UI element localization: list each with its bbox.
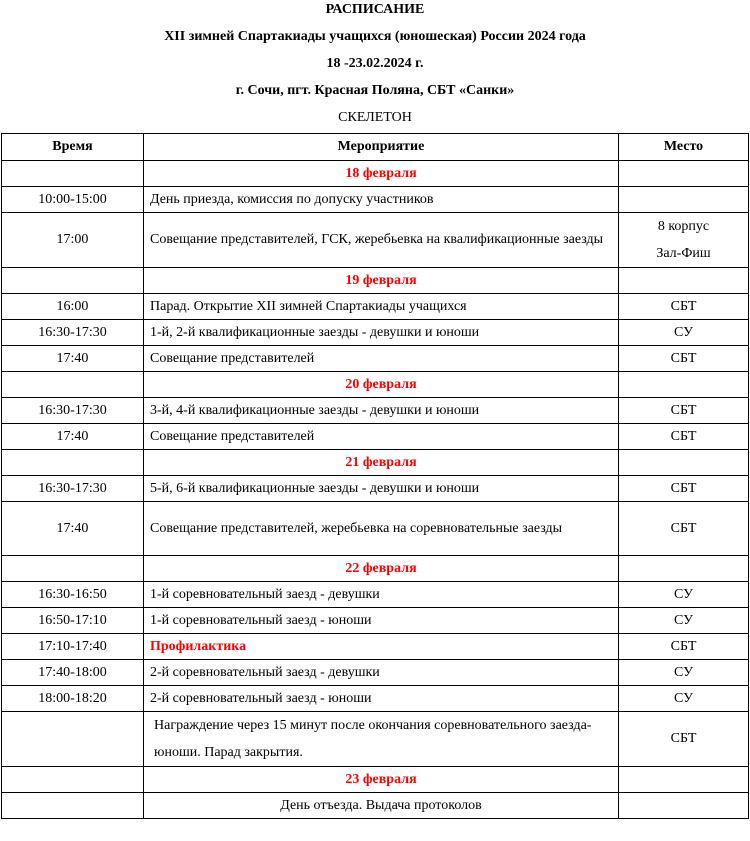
place-cell: СБТ [619,476,749,502]
date-label: 19 февраля [144,268,619,294]
event-cell: День приезда, комиссия по допуску участников [144,187,619,213]
event-cell: 2-й соревновательный заезд - юноши [144,686,619,712]
table-row [2,346,749,372]
place-cell [619,187,749,213]
time-cell: 17:40-18:00 [2,660,144,686]
table-header-row [2,134,749,161]
event-cell: День отъезда. Выдача протоколов [144,793,619,819]
table-row [2,712,749,767]
table-row [2,294,749,320]
doc-sport: СКЕЛЕТОН [338,110,412,125]
event-cell: Совещание представителей [144,346,619,372]
event-cell: 1-й, 2-й квалификационные заезды - девушки и юноши [144,320,619,346]
place-cell: СУ [619,320,749,346]
time-cell: 16:30-17:30 [2,398,144,424]
table-row [2,213,749,268]
place-cell: СБТ [619,294,749,320]
place-line: Зал-Фиш [656,246,711,261]
place-cell: СБТ [619,634,749,660]
time-cell: 10:00-15:00 [2,187,144,213]
event-cell: Парад. Открытие XII зимней Спартакиады учащихся [144,294,619,320]
date-label: 21 февраля [144,450,619,476]
time-cell: 17:40 [2,502,144,556]
place-cell: СУ [619,582,749,608]
place-cell: СУ [619,660,749,686]
date-row [2,268,749,294]
event-cell: Совещание представителей, ГСК, жеребьевка на квалификационные заезды [144,213,619,268]
place-line: 8 корпус [657,219,710,234]
doc-subtitle: XII зимней Спартакиады учащихся (юношеская) России 2024 года [164,29,586,44]
date-label: 22 февраля [144,556,619,582]
event-cell: Совещание представителей, жеребьевка на соревновательные заезды [144,502,619,556]
time-cell: 18:00-18:20 [2,686,144,712]
date-label: 23 февраля [144,767,619,793]
date-row [2,556,749,582]
date-label: 20 февраля [144,372,619,398]
col-header-time: Время [2,134,144,161]
doc-dates: 18 -23.02.2024 г. [326,56,424,71]
place-cell: СБТ [619,424,749,450]
col-header-event: Мероприятие [144,134,619,161]
table-row [2,502,749,556]
time-cell [2,712,144,767]
table-row [2,582,749,608]
time-cell: 17:40 [2,346,144,372]
table-row [2,686,749,712]
event-cell: 5-й, 6-й квалификационные заезды - девушки и юноши [144,476,619,502]
place-cell: СБТ [619,346,749,372]
date-row [2,161,749,187]
event-cell: Награждение через 15 минут после окончания соревновательного заезда- юноши. Парад закрытия. [144,712,619,767]
event-cell: Профилактика [144,634,619,660]
event-cell: 3-й, 4-й квалификационные заезды - девушки и юноши [144,398,619,424]
place-cell [619,213,749,268]
place-cell: СУ [619,608,749,634]
event-cell: 2-й соревновательный заезд - девушки [144,660,619,686]
event-cell: Совещание представителей [144,424,619,450]
time-cell: 16:50-17:10 [2,608,144,634]
table-row [2,608,749,634]
date-row [2,450,749,476]
time-cell: 16:30-17:30 [2,476,144,502]
place-cell: СУ [619,686,749,712]
table-row [2,660,749,686]
table-row [2,476,749,502]
table-row [2,634,749,660]
table-row [2,320,749,346]
schedule-table [1,133,749,819]
time-cell: 16:30-17:30 [2,320,144,346]
date-row [2,372,749,398]
place-cell: СБТ [619,398,749,424]
place-cell: СБТ [619,712,749,767]
date-label: 18 февраля [144,161,619,187]
time-cell: 16:30-16:50 [2,582,144,608]
table-row [2,793,749,819]
doc-title: РАСПИСАНИЕ [325,2,425,17]
table-row [2,398,749,424]
event-cell: 1-й соревновательный заезд - юноши [144,608,619,634]
date-row [2,767,749,793]
event-cell: 1-й соревновательный заезд - девушки [144,582,619,608]
doc-place: г. Сочи, пгт. Красная Поляна, СБТ «Санки» [235,83,515,98]
time-cell: 16:00 [2,294,144,320]
place-cell: СБТ [619,502,749,556]
time-cell: 17:40 [2,424,144,450]
table-row [2,424,749,450]
time-cell: 17:10-17:40 [2,634,144,660]
time-cell: 17:00 [2,213,144,268]
col-header-place: Место [619,134,749,161]
table-row [2,187,749,213]
